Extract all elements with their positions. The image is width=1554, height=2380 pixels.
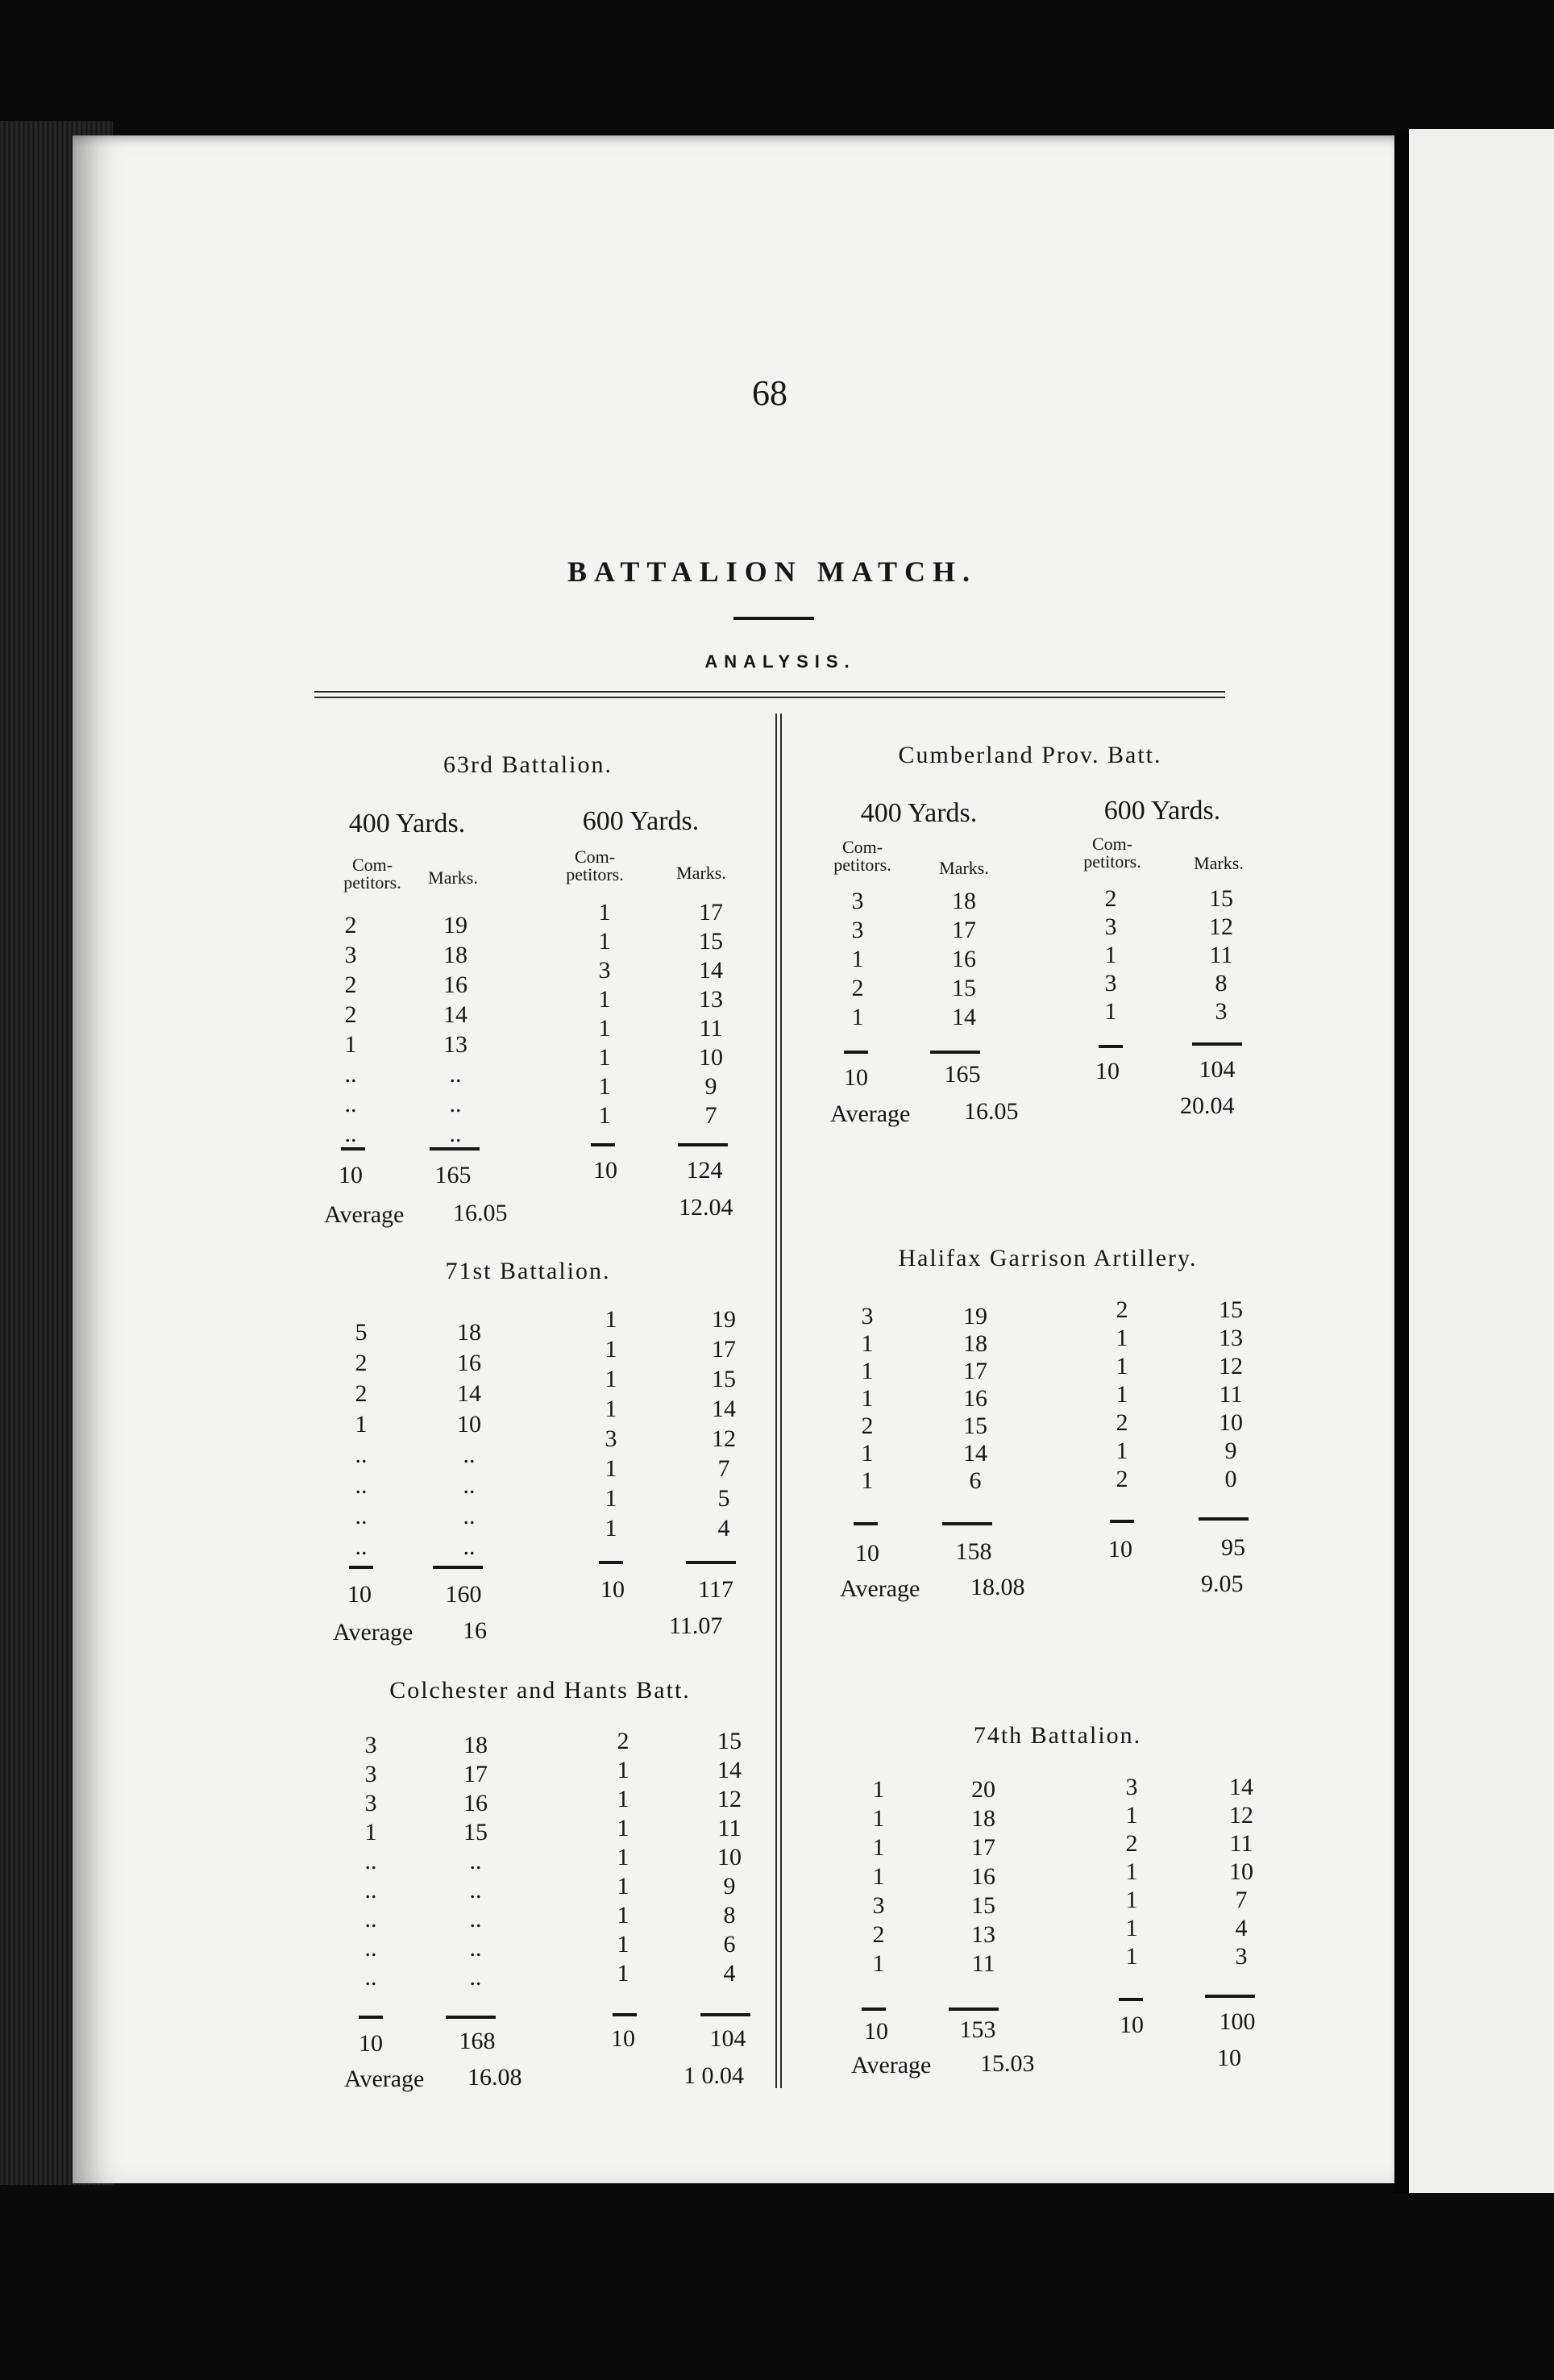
page-title: BATTALION MATCH.	[567, 555, 978, 588]
competitors-cell: 1	[872, 1863, 885, 1890]
competitors-cell: 3	[872, 1892, 885, 1919]
header-marks: Marks.	[428, 868, 478, 888]
competitors-cell: 3	[364, 1761, 377, 1787]
marks-cell: 11	[971, 1950, 995, 1977]
total-rule	[949, 2008, 999, 2011]
marks-cell: 14	[952, 1004, 976, 1030]
marks-cell: 20	[971, 1776, 995, 1803]
competitors-cell: 1	[1125, 1943, 1138, 1970]
marks-cell: 12	[712, 1425, 736, 1452]
marks-cell: 11	[1209, 942, 1233, 968]
competitors-cell: 1	[617, 1873, 629, 1899]
competitors-cell: 1	[861, 1467, 874, 1494]
total-competitors: 10	[1108, 1536, 1132, 1562]
competitors-cell: 1	[861, 1330, 874, 1357]
marks-cell: 16	[457, 1350, 481, 1376]
competitors-cell: 2	[617, 1728, 629, 1754]
total-rule	[591, 1143, 615, 1146]
competitors-cell: 3	[364, 1732, 377, 1758]
marks-cell: 17	[952, 917, 976, 943]
competitors-cell: 1	[1104, 998, 1117, 1025]
competitors-cell: 1	[617, 1786, 629, 1812]
competitors-cell: 1	[605, 1306, 617, 1333]
competitors-cell: 1	[598, 1102, 611, 1129]
marks-cell: 8	[1215, 970, 1228, 997]
marks-cell: 16	[443, 972, 467, 998]
competitors-cell: 1	[1116, 1438, 1128, 1464]
marks-cell: 15	[963, 1413, 987, 1439]
marks-cell: 10	[1219, 1409, 1243, 1436]
average-value: 11.07	[669, 1612, 723, 1639]
marks-cell: 14	[712, 1396, 736, 1422]
marks-cell: 12	[1229, 1802, 1253, 1829]
total-marks: 124	[686, 1157, 723, 1184]
marks-cell: 13	[971, 1921, 995, 1948]
total-rule	[341, 1147, 365, 1150]
average-label: Average	[344, 2066, 425, 2092]
total-rule	[1192, 1042, 1242, 1046]
marks-cell: 13	[699, 986, 723, 1013]
marks-cell: ..	[449, 1121, 462, 1147]
marks-cell: 17	[963, 1358, 987, 1384]
marks-cell: 16	[952, 946, 976, 972]
total-marks: 100	[1219, 2008, 1256, 2035]
marks-cell: ..	[469, 1906, 482, 1933]
total-marks: 95	[1221, 1534, 1245, 1561]
header-600-yards: 600 Yards.	[1103, 796, 1221, 826]
competitors-cell: 1	[605, 1396, 617, 1422]
marks-cell: 4	[717, 1515, 730, 1542]
competitors-cell: 2	[851, 975, 864, 1001]
competitors-cell: 1	[1104, 942, 1117, 968]
marks-cell: 12	[1219, 1353, 1243, 1379]
marks-cell: ..	[469, 1964, 482, 1991]
total-marks: 104	[709, 2025, 746, 2052]
section-title-74th: 74th Battalion.	[973, 1722, 1142, 1749]
marks-cell: 17	[712, 1336, 736, 1363]
facing-page	[1394, 129, 1554, 2193]
marks-cell: ..	[449, 1091, 462, 1117]
marks-cell: 7	[717, 1455, 730, 1482]
marks-cell: 18	[463, 1732, 488, 1758]
marks-cell: 14	[1229, 1774, 1253, 1800]
competitors-cell: 1	[872, 1776, 885, 1803]
competitors-cell: 1	[1125, 1858, 1138, 1885]
marks-cell: 11	[1219, 1381, 1243, 1408]
marks-cell: 18	[457, 1319, 481, 1346]
marks-cell: 9	[1224, 1438, 1237, 1464]
total-rule	[599, 1561, 623, 1564]
marks-cell: 7	[704, 1102, 717, 1129]
average-label: Average	[830, 1101, 911, 1127]
competitors-cell: 2	[344, 912, 357, 938]
marks-cell: 11	[699, 1015, 723, 1042]
header-competitors: Com-petitors.	[343, 855, 401, 892]
competitors-cell: 1	[605, 1485, 617, 1512]
competitors-cell: ..	[355, 1472, 368, 1499]
marks-cell: ..	[463, 1442, 476, 1468]
total-competitors: 10	[611, 2025, 635, 2052]
average-value: 16	[463, 1617, 487, 1644]
total-rule	[430, 1147, 480, 1150]
marks-cell: 0	[1224, 1466, 1237, 1492]
marks-cell: 4	[723, 1960, 736, 1987]
competitors-cell: 3	[861, 1303, 874, 1329]
competitors-cell: 1	[598, 928, 611, 955]
section-title-63rd: 63rd Battalion.	[443, 751, 613, 778]
marks-cell: 14	[457, 1380, 481, 1407]
header-rule	[314, 691, 1225, 693]
competitors-cell: ..	[355, 1503, 368, 1529]
section-title-halifax: Halifax Garrison Artillery.	[898, 1245, 1198, 1271]
total-rule	[1110, 1520, 1134, 1523]
competitors-cell: 1	[605, 1336, 617, 1363]
competitors-cell: 1	[617, 1757, 629, 1783]
total-competitors: 10	[1095, 1058, 1120, 1084]
header-600-yards: 600 Yards.	[582, 806, 700, 836]
marks-cell: 14	[963, 1440, 987, 1467]
marks-cell: 18	[971, 1805, 995, 1832]
competitors-cell: 1	[617, 1960, 629, 1987]
average-value: 16.08	[467, 2064, 522, 2091]
marks-cell: 14	[699, 957, 723, 984]
marks-cell: 3	[1215, 998, 1228, 1025]
total-rule	[930, 1051, 980, 1054]
competitors-cell: 1	[1125, 1802, 1138, 1829]
header-competitors: Com-petitors.	[566, 847, 624, 884]
marks-cell: 15	[952, 975, 976, 1001]
competitors-cell: 3	[851, 917, 864, 943]
marks-cell: 16	[463, 1790, 488, 1816]
competitors-cell: 3	[851, 888, 864, 914]
marks-cell: ..	[469, 1877, 482, 1904]
total-rule	[1205, 1995, 1255, 1998]
marks-cell: 10	[717, 1844, 742, 1870]
competitors-cell: 3	[1104, 970, 1117, 997]
marks-cell: 15	[463, 1819, 488, 1845]
header-marks: Marks.	[676, 863, 726, 883]
total-competitors: 10	[347, 1581, 372, 1608]
total-rule	[1099, 1045, 1123, 1048]
total-marks: 158	[955, 1538, 992, 1565]
total-rule	[349, 1566, 373, 1569]
total-rule	[700, 2013, 750, 2016]
average-label: Average	[851, 2052, 932, 2078]
total-rule	[862, 2008, 886, 2011]
marks-cell: 14	[443, 1001, 467, 1028]
marks-cell: 15	[971, 1892, 995, 1919]
marks-cell: 6	[969, 1467, 982, 1494]
competitors-cell: 2	[872, 1921, 885, 1948]
competitors-cell: ..	[364, 1964, 377, 1991]
competitors-cell: ..	[364, 1877, 377, 1904]
total-rule	[686, 1561, 736, 1564]
marks-cell: ..	[463, 1533, 476, 1560]
total-rule	[678, 1143, 728, 1146]
total-marks: 165	[944, 1061, 981, 1088]
total-marks: 153	[959, 2016, 996, 2043]
average-value: 16.05	[964, 1098, 1019, 1125]
competitors-cell: 2	[1116, 1296, 1128, 1323]
marks-cell: ..	[463, 1503, 476, 1529]
total-rule	[854, 1522, 878, 1525]
marks-cell: 5	[717, 1485, 730, 1512]
competitors-cell: ..	[355, 1533, 368, 1560]
competitors-cell: 1	[344, 1031, 357, 1058]
marks-cell: 19	[963, 1303, 987, 1329]
competitors-cell: 1	[1125, 1915, 1138, 1941]
competitors-cell: 1	[861, 1358, 874, 1384]
competitors-cell: 3	[344, 942, 357, 968]
competitors-cell: 1	[364, 1819, 377, 1845]
competitors-cell: 3	[1104, 913, 1117, 940]
marks-cell: 9	[704, 1073, 717, 1100]
competitors-cell: ..	[344, 1121, 357, 1147]
competitors-cell: 3	[598, 957, 611, 984]
total-competitors: 10	[864, 2018, 888, 2045]
competitors-cell: 2	[1116, 1409, 1128, 1436]
marks-cell: 15	[699, 928, 723, 955]
marks-cell: 17	[971, 1834, 995, 1861]
total-competitors: 10	[855, 1540, 879, 1567]
header-marks: Marks.	[1194, 853, 1244, 873]
competitors-cell: 2	[1104, 885, 1117, 912]
average-value: 10	[1217, 2045, 1241, 2071]
competitors-cell: 1	[605, 1366, 617, 1392]
competitors-cell: 1	[617, 1902, 629, 1929]
competitors-cell: ..	[344, 1091, 357, 1117]
total-rule	[446, 2016, 496, 2019]
competitors-cell: 1	[598, 899, 611, 926]
total-competitors: 10	[593, 1157, 617, 1184]
competitors-cell: ..	[364, 1935, 377, 1962]
marks-cell: 12	[717, 1786, 742, 1812]
competitors-cell: 3	[1125, 1774, 1138, 1800]
marks-cell: 17	[463, 1761, 488, 1787]
competitors-cell: 1	[605, 1455, 617, 1482]
marks-cell: 17	[699, 899, 723, 926]
competitors-cell: ..	[355, 1442, 368, 1468]
section-title-colchester: Colchester and Hants Batt.	[389, 1677, 691, 1704]
competitors-cell: ..	[364, 1906, 377, 1933]
total-marks: 104	[1199, 1056, 1236, 1083]
competitors-cell: 1	[872, 1950, 885, 1977]
marks-cell: ..	[449, 1061, 462, 1088]
marks-cell: 10	[1229, 1858, 1253, 1885]
marks-cell: 10	[699, 1044, 723, 1071]
average-label: Average	[840, 1575, 920, 1602]
competitors-cell: 1	[598, 1015, 611, 1042]
average-value: 18.08	[970, 1574, 1025, 1600]
competitors-cell: 1	[872, 1805, 885, 1832]
marks-cell: ..	[463, 1472, 476, 1499]
competitors-cell: 2	[355, 1380, 368, 1407]
marks-cell: 13	[1219, 1325, 1243, 1351]
marks-cell: 11	[717, 1815, 742, 1841]
average-value: 16.05	[453, 1200, 508, 1226]
marks-cell: 13	[443, 1031, 467, 1058]
marks-cell: 18	[963, 1330, 987, 1357]
competitors-cell: 2	[344, 972, 357, 998]
total-rule	[613, 2013, 637, 2016]
page-subtitle: ANALYSIS.	[704, 651, 856, 672]
marks-cell: 7	[1235, 1887, 1248, 1913]
marks-cell: ..	[469, 1848, 482, 1874]
page-number: 68	[752, 373, 787, 413]
competitors-cell: ..	[364, 1848, 377, 1874]
header-400-yards: 400 Yards.	[860, 798, 978, 828]
total-competitors: 10	[600, 1576, 625, 1603]
marks-cell: 8	[723, 1902, 736, 1929]
total-competitors: 10	[844, 1064, 868, 1091]
competitors-cell: 1	[861, 1440, 874, 1467]
marks-cell: 9	[723, 1873, 736, 1899]
total-marks: 117	[698, 1576, 733, 1603]
average-value: 12.04	[679, 1194, 733, 1221]
total-competitors: 10	[359, 2030, 383, 2057]
average-value: 9.05	[1201, 1571, 1244, 1597]
marks-cell: 15	[1219, 1296, 1243, 1323]
marks-cell: 19	[443, 912, 467, 938]
total-rule	[433, 1566, 483, 1569]
competitors-cell: 3	[605, 1425, 617, 1452]
competitors-cell: 2	[1125, 1830, 1138, 1857]
competitors-cell: 1	[617, 1931, 629, 1958]
total-rule	[844, 1051, 868, 1054]
competitors-cell: 1	[851, 1004, 864, 1030]
title-rule	[733, 617, 814, 620]
competitors-cell: ..	[344, 1061, 357, 1088]
competitors-cell: 1	[1125, 1887, 1138, 1913]
marks-cell: 14	[717, 1757, 742, 1783]
header-competitors: Com-petitors.	[1083, 834, 1141, 872]
marks-cell: 4	[1235, 1915, 1248, 1941]
column-divider	[780, 714, 782, 2088]
competitors-cell: 1	[872, 1834, 885, 1861]
section-title-cumberland: Cumberland Prov. Batt.	[898, 742, 1162, 768]
competitors-cell: 1	[355, 1411, 368, 1438]
section-title-71st: 71st Battalion.	[445, 1258, 611, 1284]
header-400-yards: 400 Yards.	[348, 809, 466, 838]
competitors-cell: 1	[1116, 1353, 1128, 1379]
competitors-cell: 1	[598, 1044, 611, 1071]
marks-cell: 16	[963, 1385, 987, 1412]
marks-cell: 10	[457, 1411, 481, 1438]
marks-cell: 16	[971, 1863, 995, 1890]
header-rule	[314, 697, 1225, 698]
total-marks: 160	[445, 1581, 482, 1608]
average-value: 15.03	[980, 2050, 1035, 2077]
competitors-cell: 2	[861, 1413, 874, 1439]
header-competitors: Com-petitors.	[833, 837, 891, 875]
marks-cell: 6	[723, 1931, 736, 1958]
marks-cell: 18	[443, 942, 467, 968]
competitors-cell: 1	[598, 986, 611, 1013]
marks-cell: 18	[952, 888, 976, 914]
average-value: 20.04	[1180, 1092, 1235, 1119]
competitors-cell: 3	[364, 1790, 377, 1816]
total-rule	[942, 1522, 992, 1525]
marks-cell: 11	[1229, 1830, 1253, 1857]
marks-cell: 19	[712, 1306, 736, 1333]
competitors-cell: 2	[355, 1350, 368, 1376]
competitors-cell: 2	[344, 1001, 357, 1028]
competitors-cell: 5	[355, 1319, 368, 1346]
competitors-cell: 1	[861, 1385, 874, 1412]
average-value: 1 0.04	[684, 2062, 744, 2089]
column-divider	[775, 714, 777, 2088]
marks-cell: 15	[712, 1366, 736, 1392]
competitors-cell: 1	[851, 946, 864, 972]
average-label: Average	[324, 1201, 405, 1228]
competitors-cell: 1	[617, 1844, 629, 1870]
competitors-cell: 1	[598, 1073, 611, 1100]
total-marks: 165	[434, 1162, 472, 1188]
competitors-cell: 2	[1116, 1466, 1128, 1492]
total-competitors: 10	[339, 1162, 363, 1188]
competitors-cell: 1	[605, 1515, 617, 1542]
marks-cell: ..	[469, 1935, 482, 1962]
competitors-cell: 1	[617, 1815, 629, 1841]
total-rule	[359, 2016, 383, 2019]
competitors-cell: 1	[1116, 1325, 1128, 1351]
total-rule	[1119, 1998, 1143, 2001]
marks-cell: 12	[1209, 913, 1233, 940]
competitors-cell: 1	[1116, 1381, 1128, 1408]
marks-cell: 15	[1209, 885, 1233, 912]
header-marks: Marks.	[939, 858, 989, 878]
total-rule	[1199, 1517, 1249, 1521]
average-label: Average	[333, 1619, 413, 1646]
marks-cell: 3	[1235, 1943, 1248, 1970]
marks-cell: 15	[717, 1728, 742, 1754]
total-competitors: 10	[1120, 2012, 1144, 2038]
total-marks: 168	[459, 2028, 496, 2054]
